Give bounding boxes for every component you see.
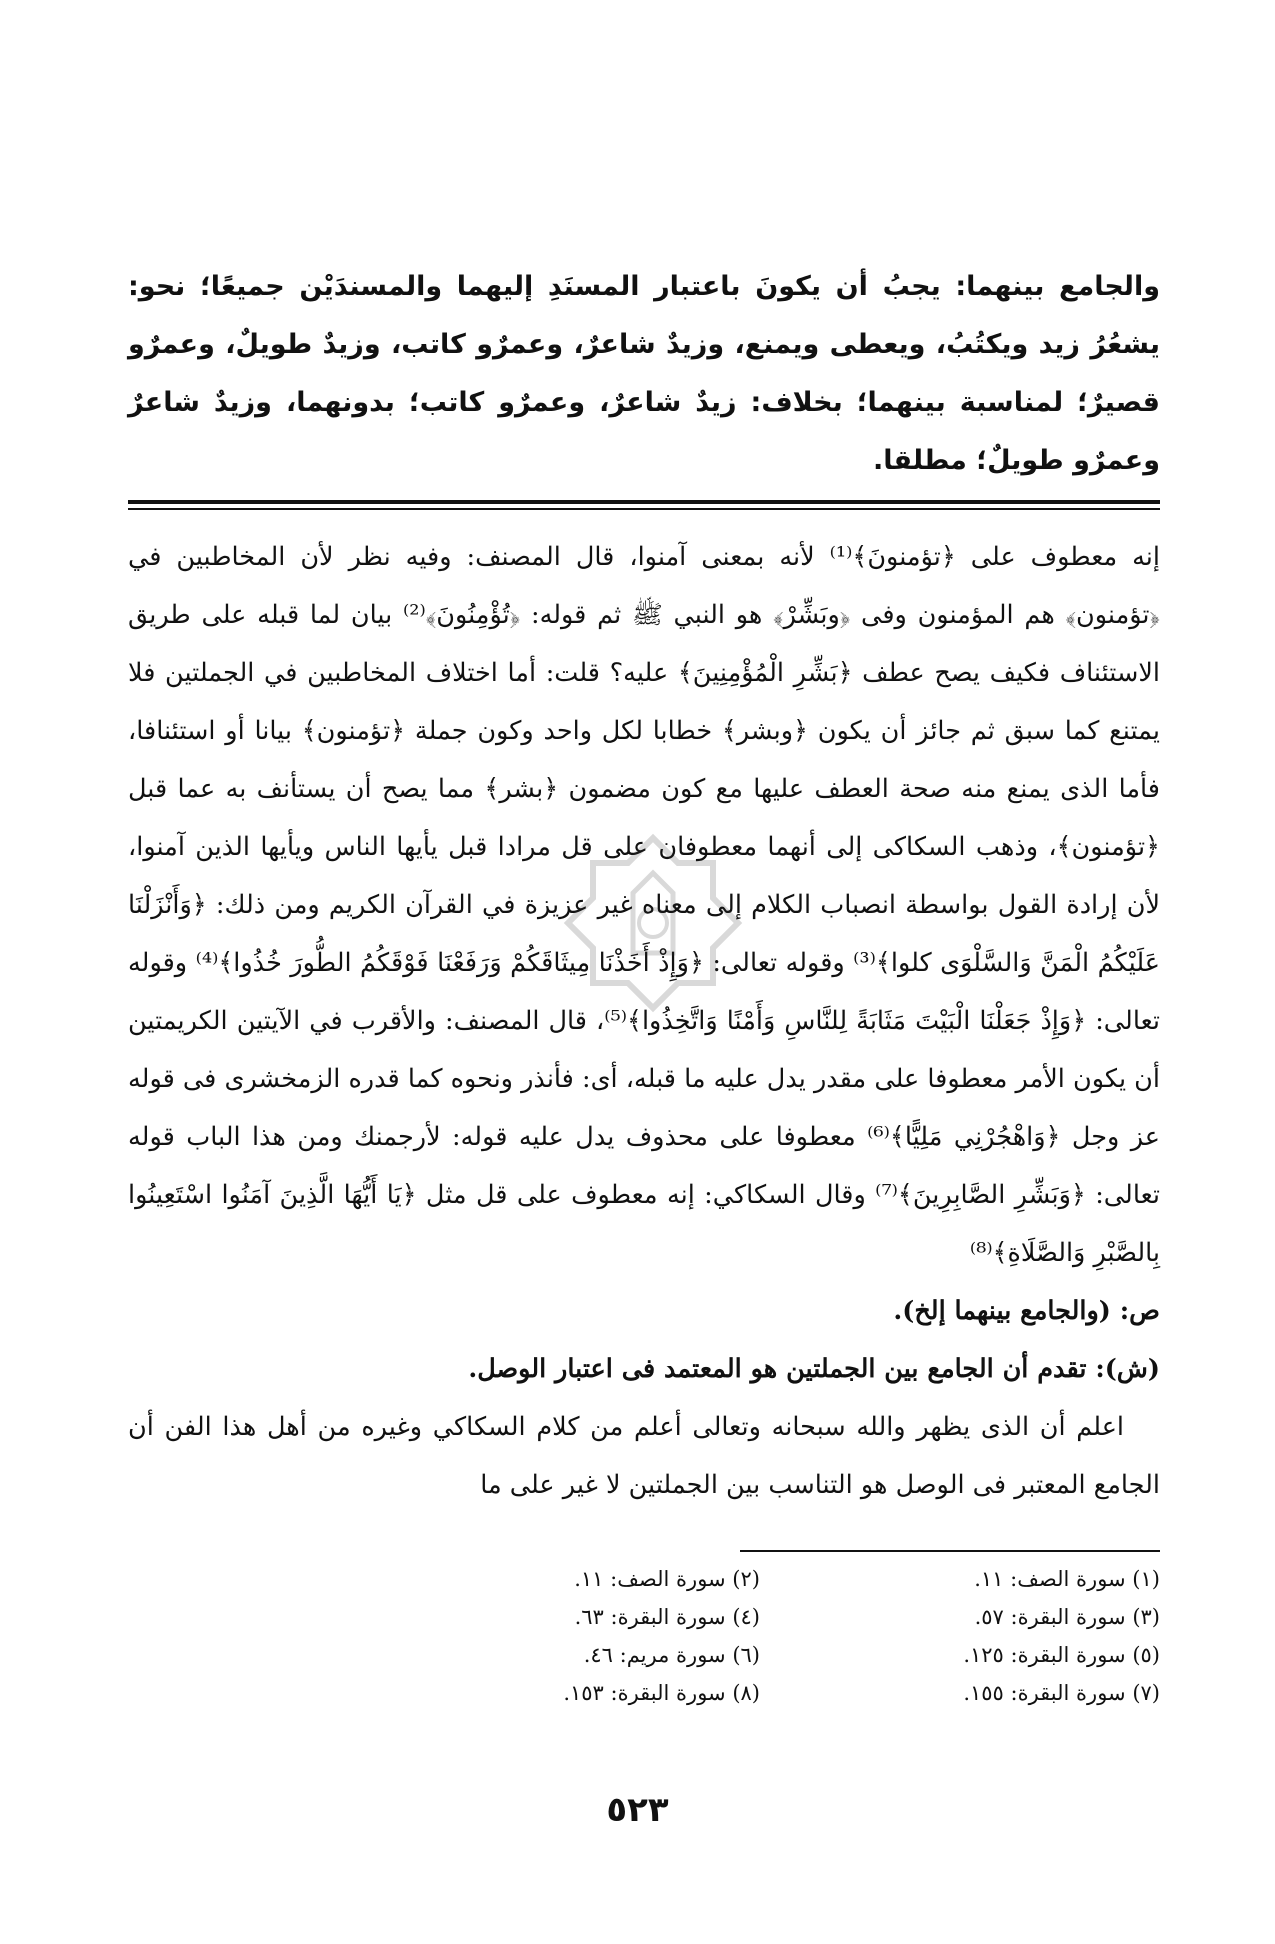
footnote: (١) سورة الصف: ١١. bbox=[974, 1567, 1160, 1591]
footnote: (٥) سورة البقرة: ١٢٥. bbox=[963, 1643, 1160, 1667]
footnote: (٤) سورة البقرة: ٦٣. bbox=[574, 1605, 760, 1629]
sad-heading: ص: (والجامع بينهما إلخ). bbox=[893, 1296, 1160, 1326]
footnote: (٣) سورة البقرة: ٥٧. bbox=[974, 1605, 1160, 1629]
commentary-paragraph: اعلم أن الذى يظهر والله سبحانه وتعالى أعلم من كلام السكاكي وغيره من أهل هذا الفن أن الجامع المعتبر فى الوصل هو التناسب بين الجملتين لا غير على ما bbox=[128, 1412, 1160, 1500]
library-seal-icon bbox=[528, 828, 778, 1018]
footnote: (٦) سورة مريم: ٤٦. bbox=[583, 1643, 760, 1667]
matn-text: والجامع بينهما: يجبُ أن يكونَ باعتبار المسنَدِ إليهما والمسندَيْن جميعًا؛ نحو: يشعُرُ زيد ويكتُبُ، ويعطى ويمنع، وزيدٌ شاعرٌ، وعمرٌو كاتب، وزيدٌ طويلٌ، وعمرٌو قصيرٌ؛ لمناسبة بينهما؛ بخلاف: زيدٌ شاعرٌ، وعمرٌو كاتب؛ بدونهما، وزيدٌ شاعرٌ وعمرٌو طويلٌ؛ مطلقا. bbox=[128, 271, 1160, 476]
commentary-paragraph: إنه معطوف على ﴿تؤمنونَ﴾⁽¹⁾ لأنه بمعنى آمنوا، قال المصنف: وفيه نظر لأن المخاطبين في ﴿تؤمنون﴾ هم المؤمنون وفى ﴿وبَشِّرْ﴾ هو النبي ﷺ ثم قوله: ﴿تُؤْمِنُونَ﴾⁽²⁾ بيان لما قبله على طريق الاستئناف فكيف يصح عطف ﴿بَشِّرِ الْمُؤْمِنِينَ﴾ عليه؟ قلت: أما اختلاف المخاطبين في الجملتين فلا يمتنع كما سبق ثم جائز أن يكون ﴿وبشر﴾ خطابا لكل واحد وكون جملة ﴿تؤمنون﴾ بيانا أو استئنافا، فأما الذى يمنع منه صحة العطف عليها مع كون مضمون ﴿بشر﴾ مما يصح أن يستأنف به عما قبل ﴿تؤمنون﴾، وذهب السكاكى إلى أنهما معطوفان على قل مرادا قبل يأيها الناس ويأيها الذين آمنوا، لأن إرادة القول بواسطة انصباب الكلام إلى معناه غير عزيزة في القرآن الكريم ومن ذلك: ﴿وَأَنْزَلْنَا عَلَيْكُمُ الْمَنَّ وَالسَّلْوَى كلوا﴾⁽³⁾ وقوله تعالى: ﴿وَإِذْ أَخَذْنَا مِيثَاقَكُمْ وَرَفَعْنَا فَوْقَكُمُ الطُّورَ خُذُوا﴾⁽⁴⁾ وقوله تعالى: ﴿وَإِذْ جَعَلْنَا الْبَيْتَ مَثَابَةً لِلنَّاسِ وَأَمْنًا وَاتَّخِذُوا﴾⁽⁵⁾، قال المصنف: والأقرب في الآيتين الكريمتين أن يكون الأمر معطوفا على مقدر يدل عليه ما قبله، أى: فأنذر ونحوه كما قدره الزمخشرى فى قوله عز وجل ﴿وَاهْجُرْنِي مَلِيًّا﴾⁽⁶⁾ معطوفا على محذوف يدل عليه قوله: لأرجمنك ومن هذا الباب قوله تعالى: ﴿وَبَشِّرِ الصَّابِرِينَ﴾⁽⁷⁾ وقال السكاكي: إنه معطوف على قل مثل ﴿يَا أَيُّهَا الَّذِينَ آمَنُوا اسْتَعِينُوا بِالصَّبْرِ وَالصَّلَاةِ﴾⁽⁸⁾ bbox=[128, 542, 1161, 1268]
section-divider bbox=[128, 500, 1160, 510]
page-number: ٥٢٣ bbox=[606, 1790, 669, 1830]
commentary bbox=[128, 528, 1160, 1514]
footnote: (٧) سورة البقرة: ١٥٥. bbox=[963, 1681, 1160, 1705]
footnotes bbox=[400, 1560, 1160, 1712]
shin-heading: (ش): تقدم أن الجامع بين الجملتين هو المعتمد فى اعتبار الوصل. bbox=[468, 1354, 1160, 1384]
footnote-divider bbox=[740, 1550, 1160, 1552]
footnote: (٨) سورة البقرة: ١٥٣. bbox=[563, 1681, 760, 1705]
footnote: (٢) سورة الصف: ١١. bbox=[574, 1567, 760, 1591]
